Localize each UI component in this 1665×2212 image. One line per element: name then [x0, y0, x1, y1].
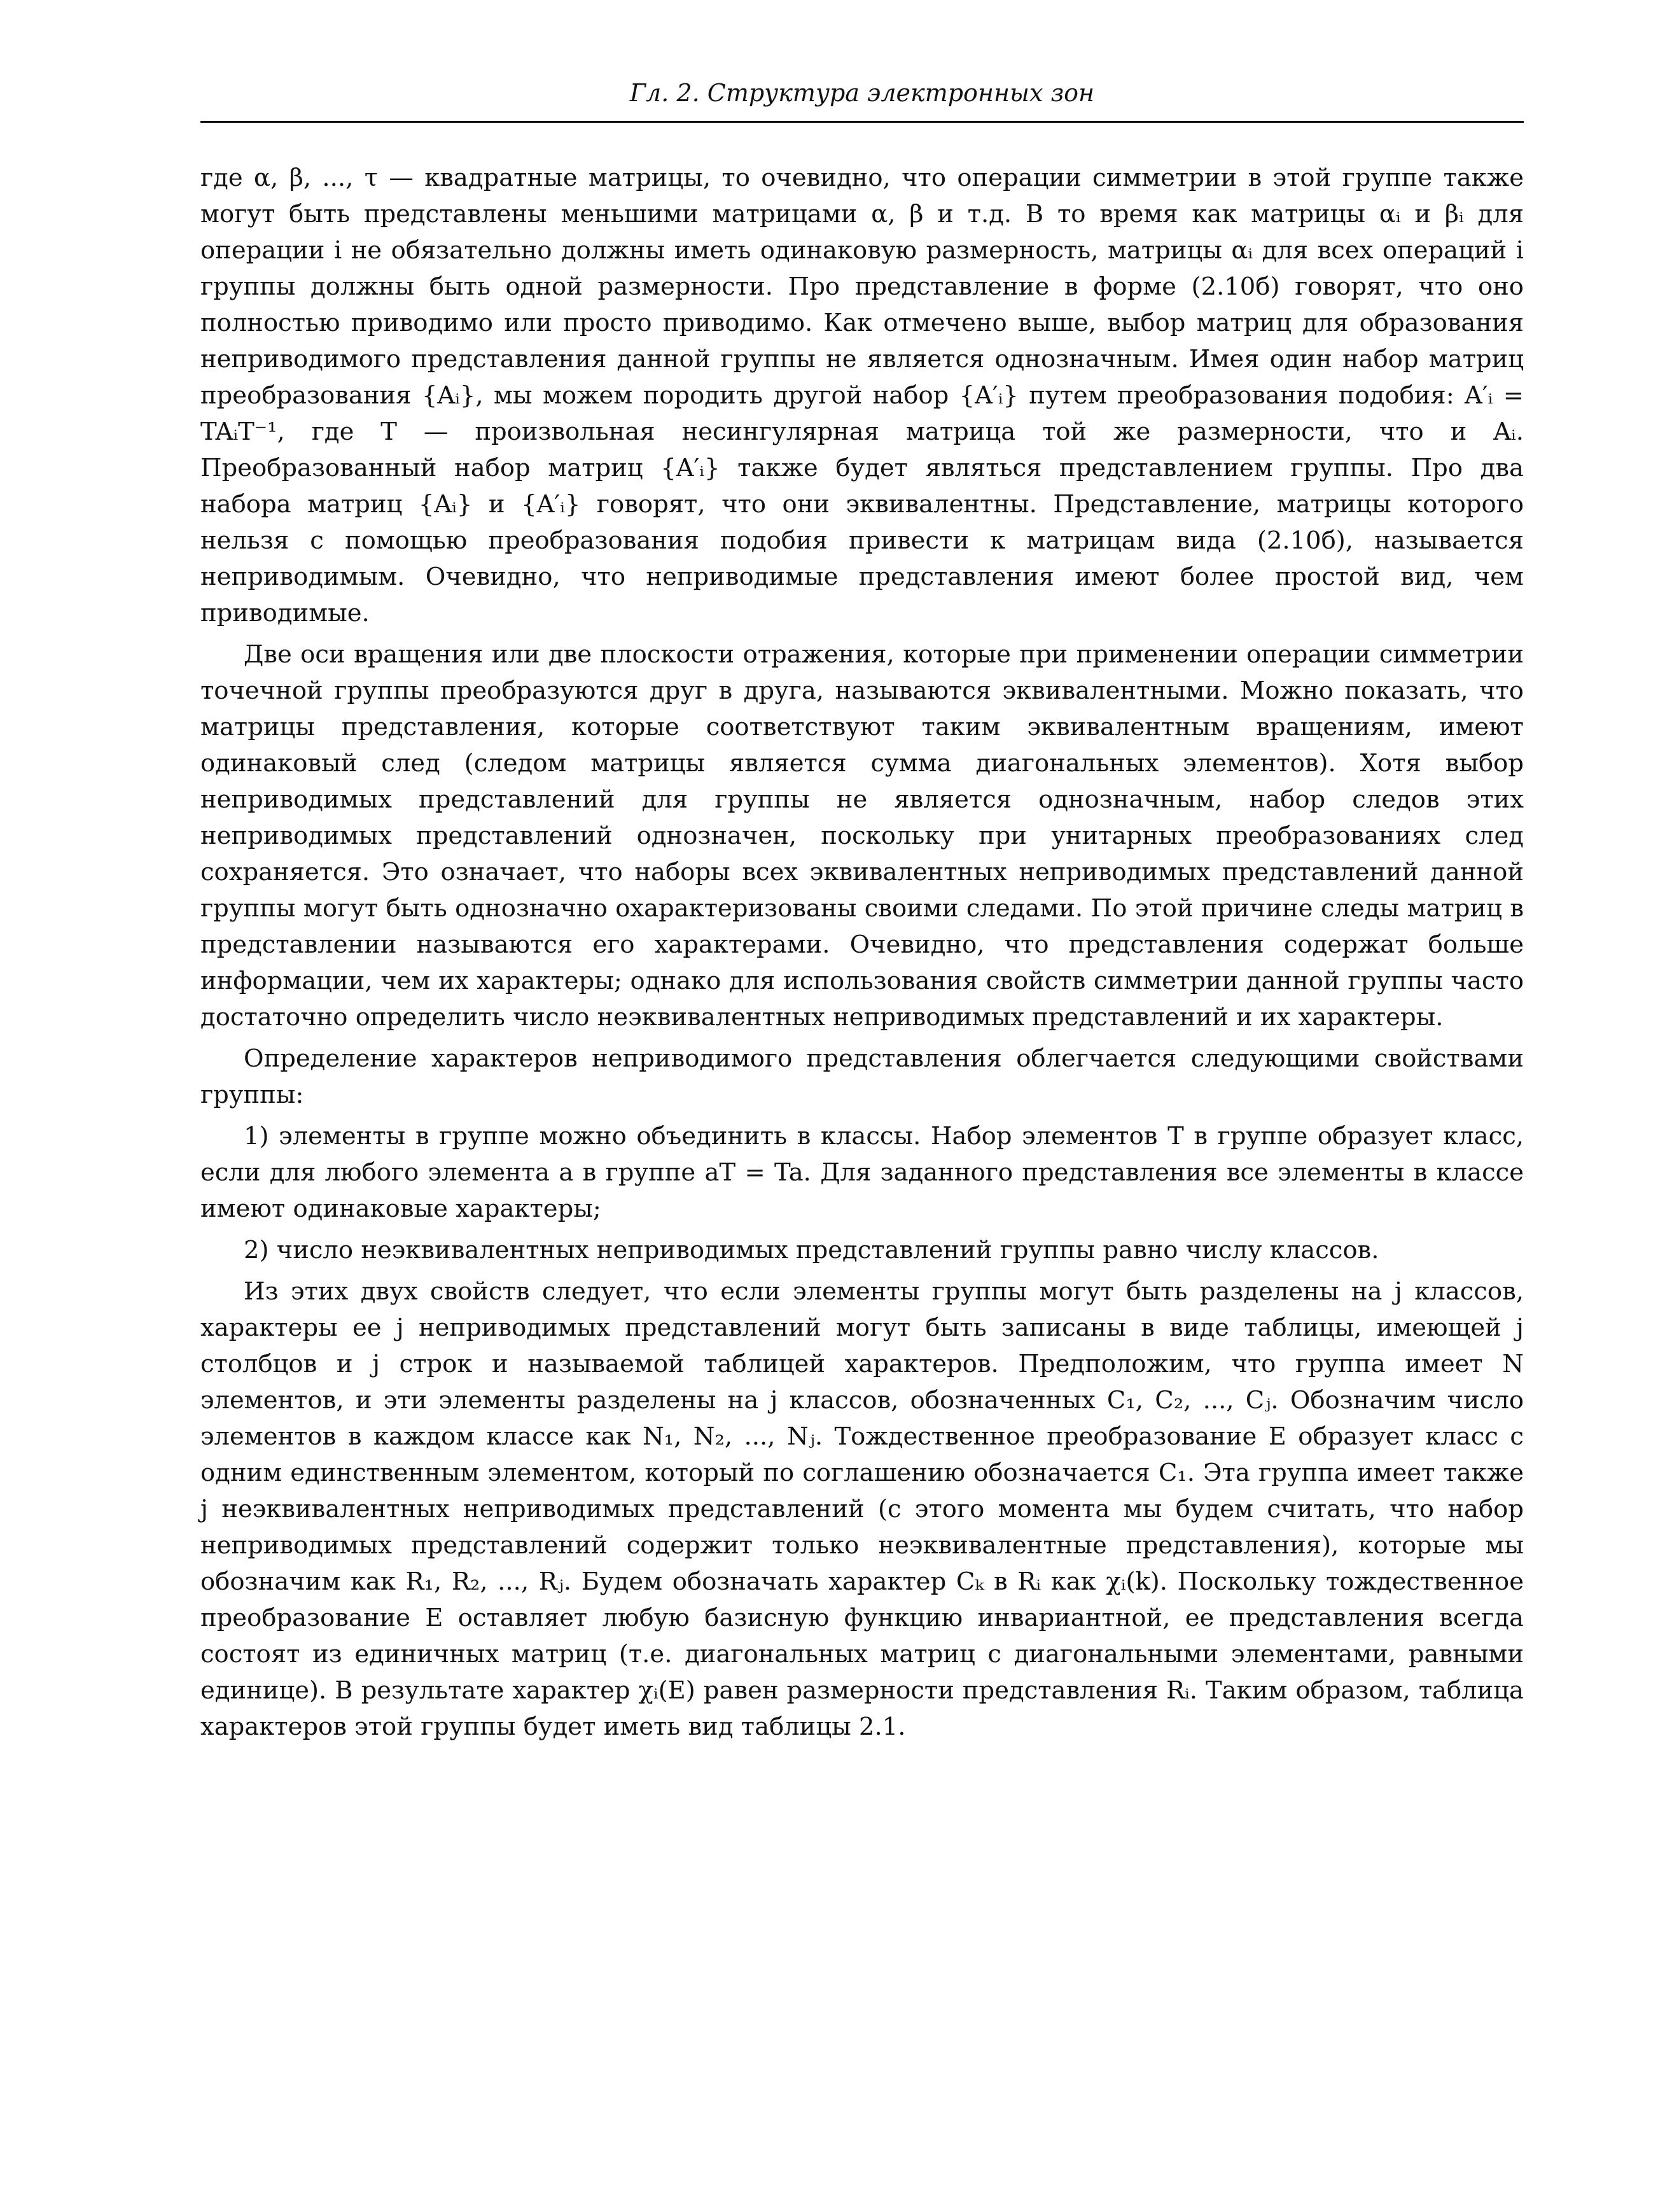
document-page — [200, 76, 1524, 1750]
paragraph-representations: где α, β, ..., τ — квадратные матрицы, то очевидно, что операции симметрии в этой группе также могут быть представлены меньшими матрицами α, β и т.д. В то время как матрицы αᵢ и βᵢ для операции i не обязательно должны иметь одинаковую размерность, матрицы αᵢ для всех операций i группы должны быть одной размерности. Про представление в форме (2.10б) говорят, что оно полностью приводимо или просто приводимо. Как отмечено выше, выбор матриц для образования неприводимого представления данной группы не является однозначным. Имея один набор матриц преобразования {Aᵢ}, мы можем породить другой набор {A′ᵢ} путем преобразования подобия: A′ᵢ = TAᵢT⁻¹, где T — произвольная несингулярная матрица той же размерности, что и Aᵢ. Преобразованный набор матриц {A′ᵢ} также будет являться представлением группы. Про два набора матриц {Aᵢ} и {A′ᵢ} говорят, что они эквивалентны. Представление, матрицы которого нельзя с помощью преобразования подобия привести к матрицам вида (2.10б), называется неприводимым. Очевидно, что неприводимые представления имеют более простой вид, чем приводимые. — [200, 164, 1524, 627]
running-head: Гл. 2. Структура электронных зон — [200, 76, 1524, 123]
paragraph-character-table: Из этих двух свойств следует, что если элементы группы могут быть разделены на j классов, характеры ее j неприводимых представлений могут быть записаны в виде таблицы, имеющей j столбцов и j строк и называемой таблицей характеров. Предположим, что группа имеет N элементов, и эти элементы разделены на j классов, обозначенных C₁, C₂, ..., Cⱼ. Обозначим число элементов в каждом классе как N₁, N₂, ..., Nⱼ. Тождественное преобразование E образует класс с одним единственным элементом, который по соглашению обозначается C₁. Эта группа имеет также j неэквивалентных неприводимых представлений (с этого момента мы будем считать, что набор неприводимых представлений содержит только неэквивалентные представления), которые мы обозначим как R₁, R₂, ..., Rⱼ. Будем обозначать характер Cₖ в Rᵢ как χᵢ(k). Поскольку тождественное преобразование E оставляет любую базисную функцию инвариантной, ее представления всегда состоят из единичных матриц (т.е. диагональных матриц с диагональными элементами, равными единице). В результате характер χᵢ(E) равен размерности представления Rᵢ. Таким образом, таблица характеров этой группы будет иметь вид таблицы 2.1. — [200, 1277, 1524, 1741]
paragraph-group-properties: Определение характеров неприводимого представления облегчается следующими свойствами группы: — [200, 1044, 1524, 1109]
list-item-number-of-classes: 2) число неэквивалентных неприводимых представлений группы равно числу классов. — [244, 1236, 1379, 1264]
list-item-classes: 1) элементы в группе можно объединить в классы. Набор элементов T в группе образует класс, если для любого элемента a в группе aT = Ta. Для заданного представления все элементы в классе имеют одинаковые характеры; — [200, 1122, 1524, 1223]
paragraph-characters: Две оси вращения или две плоскости отражения, которые при применении операции симметрии точечной группы преобразуются друг в друга, называются эквивалентными. Можно показать, что матрицы представления, которые соответствуют таким эквивалентным вращениям, имеют одинаковый след (следом матрицы является сумма диагональных элементов). Хотя выбор неприводимых представлений для группы не является однозначным, набор следов этих неприводимых представлений однозначен, поскольку при унитарных преобразованиях след сохраняется. Это означает, что наборы всех эквивалентных неприводимых представлений данной группы могут быть однозначно охарактеризованы своими следами. По этой причине следы матриц в представлении называются его характерами. Очевидно, что представления содержат больше информации, чем их характеры; однако для использования свойств симметрии данной группы часто достаточно определить число неэквивалентных неприводимых представлений и их характеры. — [200, 640, 1524, 1032]
